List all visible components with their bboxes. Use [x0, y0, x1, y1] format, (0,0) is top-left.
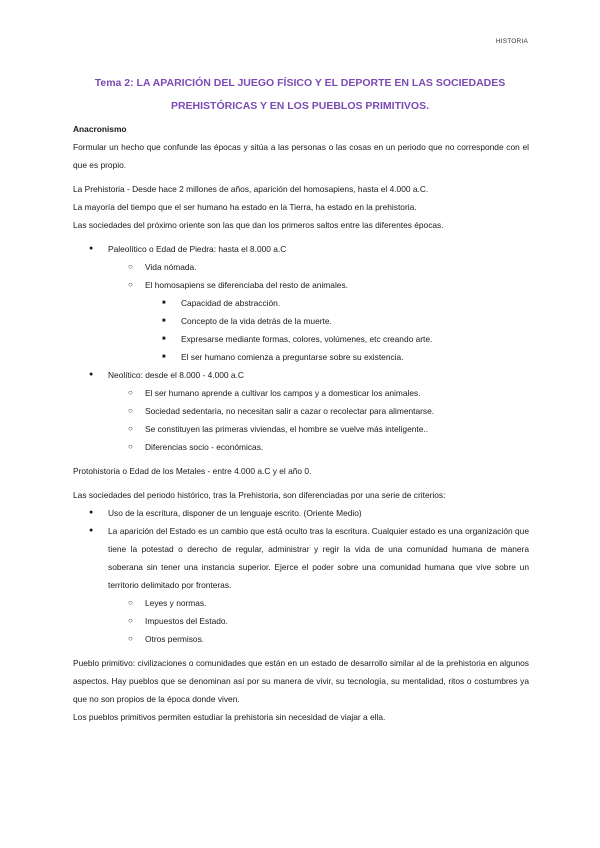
circle-marker: ○ [128, 388, 133, 397]
list-item [73, 402, 529, 420]
paleolitico-label: Paleolítico o Edad de Piedra: hasta el 8.000 a.C [108, 244, 287, 254]
list-item-text: Uso de la escritura, disponer de un lenguaje escrito. (Oriente Medio) [108, 508, 362, 518]
header-subject-tag: HISTORIA [495, 38, 528, 45]
protohistoria-line: Protohistoria o Edad de los Metales - entre 4.000 a.C y el año 0. [73, 466, 312, 476]
list-item [73, 348, 529, 366]
prehistoria-line-3: Las sociedades del próximo oriente son las que dan los primeros saltos entre las diferentes épocas. [73, 220, 444, 230]
square-marker: ■ [162, 318, 166, 324]
bullet-marker: ● [89, 371, 94, 378]
list-item-paleolitico [73, 240, 529, 258]
bullet-marker: ● [89, 245, 94, 252]
criterios-list [73, 504, 529, 648]
list-item-text: Otros permisos. [145, 634, 205, 644]
bullet-marker: ● [89, 527, 94, 534]
anacronismo-heading: Anacronismo [73, 124, 127, 134]
list-item-text: Diferencias socio - económicas. [145, 442, 264, 452]
circle-marker: ○ [128, 442, 133, 451]
list-item [73, 438, 529, 456]
list-item-neolitico [73, 366, 529, 384]
list-item-text: Leyes y normas. [145, 598, 207, 608]
bullet-marker: ● [89, 509, 94, 516]
prehistoria-line-1: La Prehistoria - Desde hace 2 millones de años, aparición del homosapiens, hasta el 4.000 a.C. [73, 184, 429, 194]
list-item [73, 384, 529, 402]
list-item-text: Expresarse mediante formas, colores, volúmenes, etc creando arte. [181, 334, 433, 344]
page-title: Tema 2: LA APARICIÓN DEL JUEGO FÍSICO Y EL DEPORTE EN LAS SOCIEDADES PREHISTÓRICAS Y EN LOS PUEBLOS PRIMITIVOS. [94, 77, 506, 112]
list-item [73, 594, 529, 612]
pueblo-primitivo-text: Pueblo primitivo: civilizaciones o comunidades que están en un estado de desarrollo similar al de la prehistoria en algunos aspectos. Hay pueblos que se denominan así por su manera de vivir, su tecnología, su mentalidad, ritos o costumbres ya que no son propios de la época donde viven. [73, 658, 529, 704]
list-item [73, 258, 529, 276]
pueblo-primitivo-closing: Los pueblos primitivos permiten estudiar la prehistoria sin necesidad de viajar a ella. [73, 712, 386, 722]
square-marker: ■ [162, 336, 166, 342]
list-item-text: El homosapiens se diferenciaba del resto de animales. [145, 280, 348, 290]
circle-marker: ○ [128, 262, 133, 271]
list-item-escritura [73, 504, 529, 522]
epocas-list [73, 240, 529, 456]
circle-marker: ○ [128, 634, 133, 643]
circle-marker: ○ [128, 280, 133, 289]
list-item-text: Sociedad sedentaria, no necesitan salir a cazar o recolectar para alimentarse. [145, 406, 435, 416]
document-body [73, 120, 529, 726]
list-item-text: El ser humano aprende a cultivar los campos y a domesticar los animales. [145, 388, 421, 398]
list-item-estado [73, 522, 529, 594]
list-item [73, 612, 529, 630]
list-item-text: Impuestos del Estado. [145, 616, 228, 626]
circle-marker: ○ [128, 424, 133, 433]
list-item-text: La aparición del Estado es un cambio que está oculto tras la escritura. Cualquier estado es una organización que tiene la potestad o derecho de regular, administrar y regir la vida de una comunidad humana de manera soberana sin tener una instancia superior. Ejerce el poder sobre una comunidad humana que vive sobre un territorio delimitado por fronteras. [108, 526, 529, 590]
list-item-text: El ser humano comienza a preguntarse sobre su existencia. [181, 352, 404, 362]
square-marker: ■ [162, 354, 166, 360]
list-item-text: Concepto de la vida detrás de la muerte. [181, 316, 332, 326]
list-item-text: Capacidad de abstracción. [181, 298, 281, 308]
prehistoria-line-2: La mayoría del tiempo que el ser humano ha estado en la Tierra, ha estado en la prehistoria. [73, 202, 417, 212]
historico-intro: Las sociedades del periodo histórico, tras la Prehistoria, son diferenciadas por una serie de criterios: [73, 490, 446, 500]
square-marker: ■ [162, 300, 166, 306]
neolitico-label: Neolítico: desde el 8.000 - 4.000 a.C [108, 370, 244, 380]
circle-marker: ○ [128, 406, 133, 415]
list-item-text: Se constituyen las primeras viviendas, el hombre se vuelve más inteligente.. [145, 424, 429, 434]
circle-marker: ○ [128, 598, 133, 607]
list-item [73, 312, 529, 330]
anacronismo-text: Formular un hecho que confunde las épocas y sitúa a las personas o las cosas en un periodo que no corresponde con el que es propio. [73, 142, 529, 170]
circle-marker: ○ [128, 616, 133, 625]
list-item [73, 294, 529, 312]
list-item [73, 276, 529, 294]
list-item-text: Vida nómada. [145, 262, 197, 272]
list-item [73, 330, 529, 348]
list-item [73, 420, 529, 438]
list-item [73, 630, 529, 648]
